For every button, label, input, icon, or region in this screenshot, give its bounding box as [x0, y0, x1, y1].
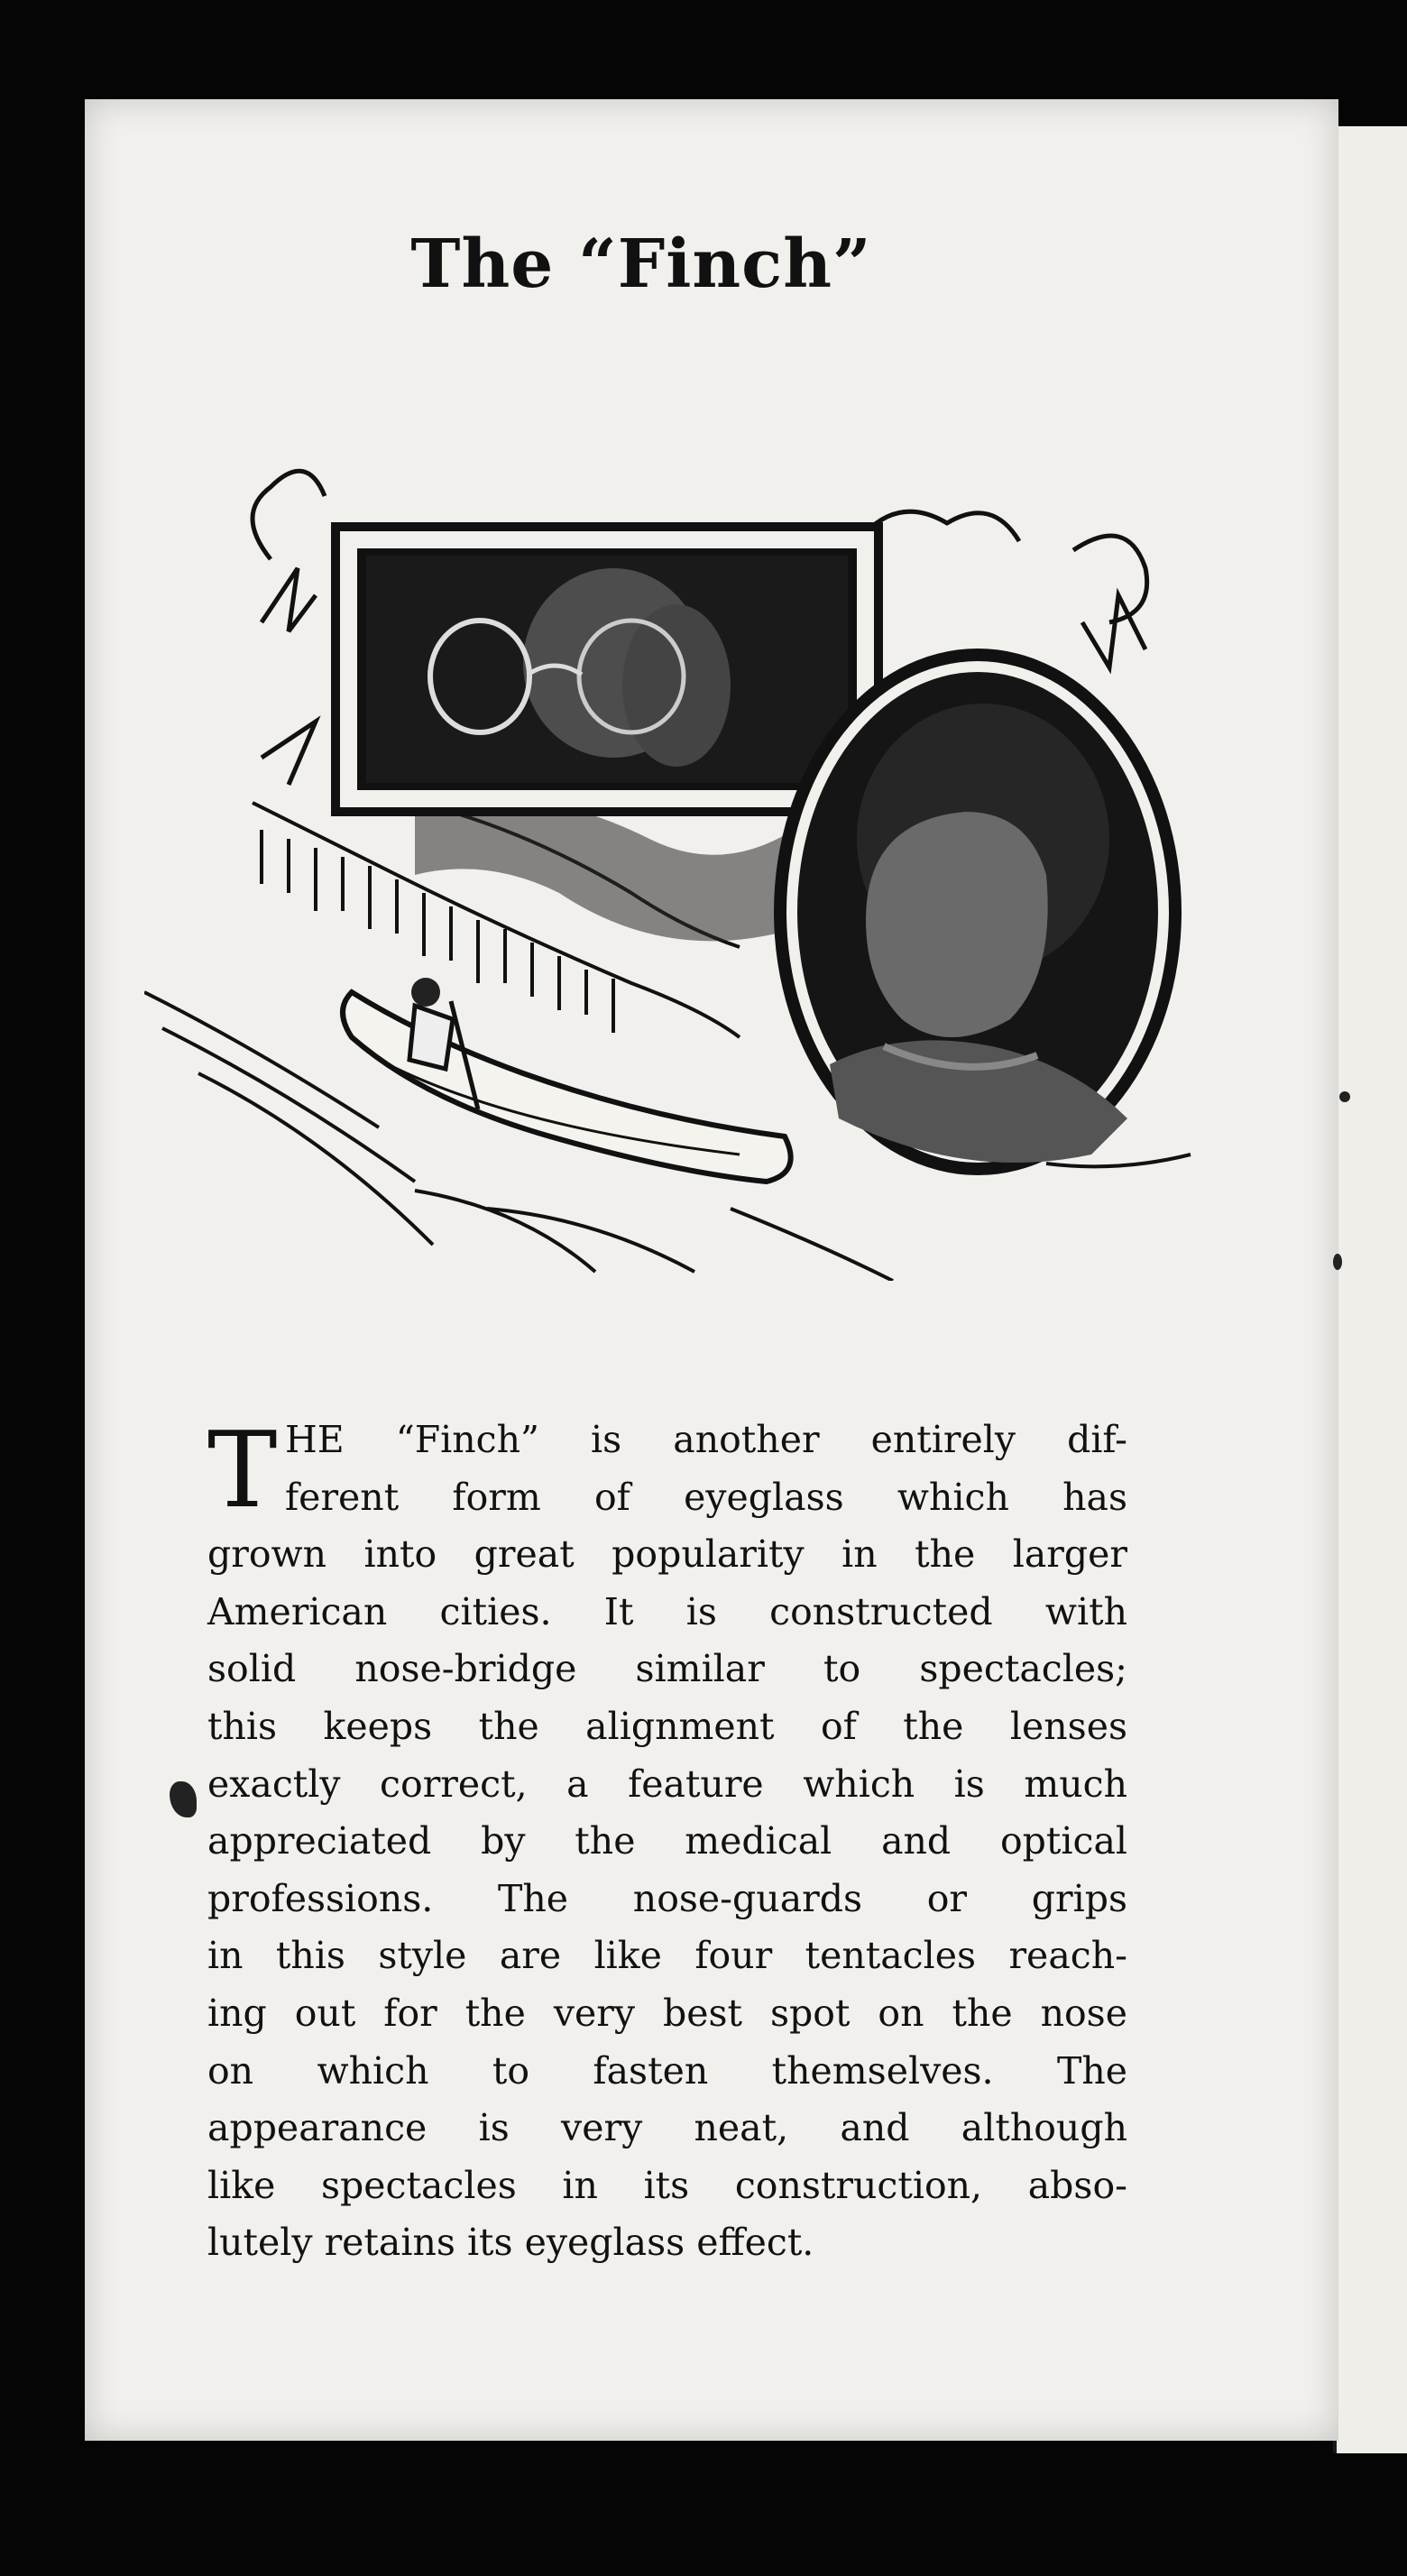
page-title: The “Finch” — [410, 225, 872, 303]
text-line: appreciated by the medical and optical — [207, 1819, 1127, 1863]
eyeglass-photo-frame — [336, 527, 878, 812]
canoe-illustration — [343, 978, 791, 1182]
text-line: grown into great popularity in the larger — [207, 1532, 1127, 1577]
text-line: ing out for the very best spot on the nose — [207, 1991, 1127, 2035]
adjacent-page-edge — [1333, 126, 1407, 2453]
text-line: lutely retains its eyeglass effect. — [207, 2221, 814, 2265]
text-line: ferent form of eyeglass which has — [285, 1475, 1127, 1519]
text-line: like spectacles in its construction, abso- — [207, 2163, 1127, 2207]
text-line: this keeps the alignment of the lenses — [207, 1704, 1127, 1748]
text-line: HE “Finch” is another entirely dif- — [285, 1418, 1127, 1461]
foliage-shading — [415, 798, 794, 941]
text-line: professions. The nose-guards or grips — [207, 1876, 1127, 1920]
ink-speck — [1339, 1091, 1350, 1102]
illustration — [144, 415, 1200, 1281]
text-line: on which to fasten themselves. The — [207, 2048, 1127, 2093]
canoeist-head — [411, 978, 440, 1007]
text-line: American cities. It is constructed with — [207, 1589, 1127, 1633]
text-line: appearance is very neat, and although — [207, 2106, 1127, 2150]
portrait-oval-frame — [774, 649, 1182, 1175]
text-line: solid nose-bridge similar to spectacles; — [207, 1647, 1127, 1691]
text-line: exactly correct, a feature which is much — [207, 1762, 1127, 1806]
text-line: in this style are like four tentacles reach- — [207, 1934, 1127, 1978]
body-paragraph — [207, 1412, 1127, 2272]
ink-speck — [1333, 1254, 1342, 1270]
drop-cap: T — [207, 1410, 278, 1532]
